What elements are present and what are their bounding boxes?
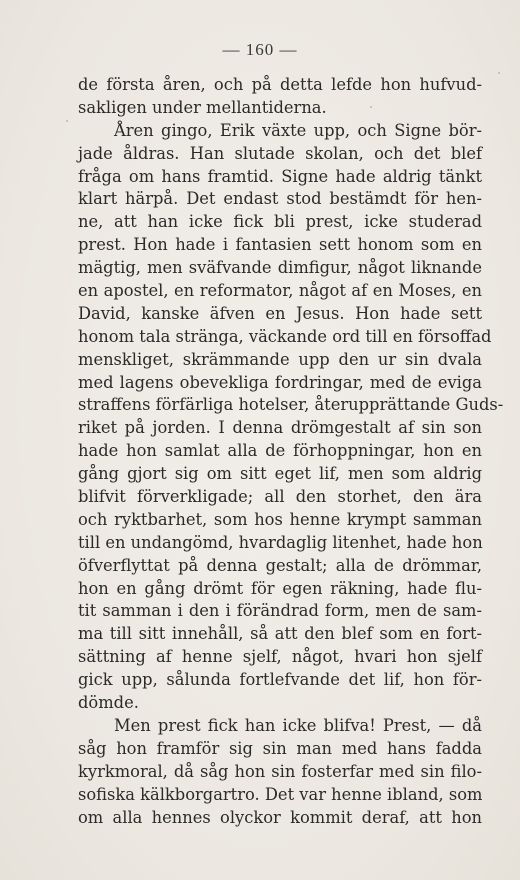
text-line: blifvit förverkligade; all den storhet, den ära: [78, 487, 482, 507]
text-line: sakligen under mellantiderna.: [78, 97, 327, 117]
text-line: tit samman i den i förändrad form, men de sam-: [78, 601, 482, 621]
text-line: såg hon framför sig sin man med hans fadda: [78, 738, 482, 758]
text-line: och ryktbarhet, som hos henne krympt samman: [78, 509, 482, 529]
text-line: hade hon samlat alla de förhoppningar, hon en: [78, 441, 482, 461]
text-line: gång gjort sig om sitt eget lif, men som aldrig: [78, 464, 482, 484]
text-line: menskliget, skrämmande upp den ur sin dvala: [78, 349, 482, 369]
text-line: Men prest fick han icke blifva! Prest, — då: [114, 715, 482, 735]
text-line: ma till sitt innehåll, så att den blef som en fort-: [78, 624, 482, 644]
text-line: kyrkmoral, då såg hon sin fosterfar med sin filo-: [78, 761, 482, 781]
paper-speck: [370, 106, 372, 108]
paper-speck: [498, 72, 500, 74]
text-line: sofiska kälkborgartro. Det var henne ibland, som: [78, 784, 483, 804]
page-number: — 160 —: [222, 40, 298, 59]
text-line: fråga om hans framtid. Signe hade aldrig tänkt: [78, 166, 482, 186]
text-line: en apostel, en reformator, något af en Moses, en: [78, 281, 482, 301]
text-line: jade åldras. Han slutade skolan, och det blef: [78, 143, 482, 163]
text-line: riket på jorden. I denna drömgestalt af sin son: [78, 418, 482, 438]
text-line: sättning af henne sjelf, något, hvari hon sjelf: [78, 647, 482, 667]
text-line: straffens förfärliga hotelser, återupprättande Guds-: [78, 395, 504, 415]
text-line: honom tala stränga, väckande ord till en försoffad: [78, 326, 492, 346]
text-line: David, kanske äfven en Jesus. Hon hade sett: [78, 303, 482, 323]
text-line: öfverflyttat på denna gestalt; alla de drömmar,: [78, 555, 482, 575]
body-text: [78, 74, 504, 829]
text-line: klart härpå. Det endast stod bestämdt för hen-: [78, 189, 482, 209]
text-line: Åren gingo, Erik växte upp, och Signe bör-: [114, 120, 482, 140]
text-line: hon en gång drömt för egen räkning, hade flu-: [78, 578, 482, 598]
text-line: prest. Hon hade i fantasien sett honom som en: [78, 235, 482, 255]
text-line: dömde.: [78, 693, 139, 713]
text-line: med lagens obevekliga fordringar, med de eviga: [78, 372, 482, 392]
text-line: om alla hennes olyckor kommit deraf, att hon: [78, 807, 482, 827]
text-line: ne, att han icke fick bli prest, icke studerad: [78, 212, 482, 232]
paper-speck: [66, 120, 68, 122]
text-line: gick upp, sålunda fortlefvande det lif, hon för-: [78, 670, 482, 690]
text-line: mägtig, men sväfvande dimfigur, något liknande: [78, 258, 482, 278]
text-line: de första åren, och på detta lefde hon hufvud-: [78, 75, 482, 94]
text-line: till en undangömd, hvardaglig litenhet, hade hon: [78, 532, 483, 552]
